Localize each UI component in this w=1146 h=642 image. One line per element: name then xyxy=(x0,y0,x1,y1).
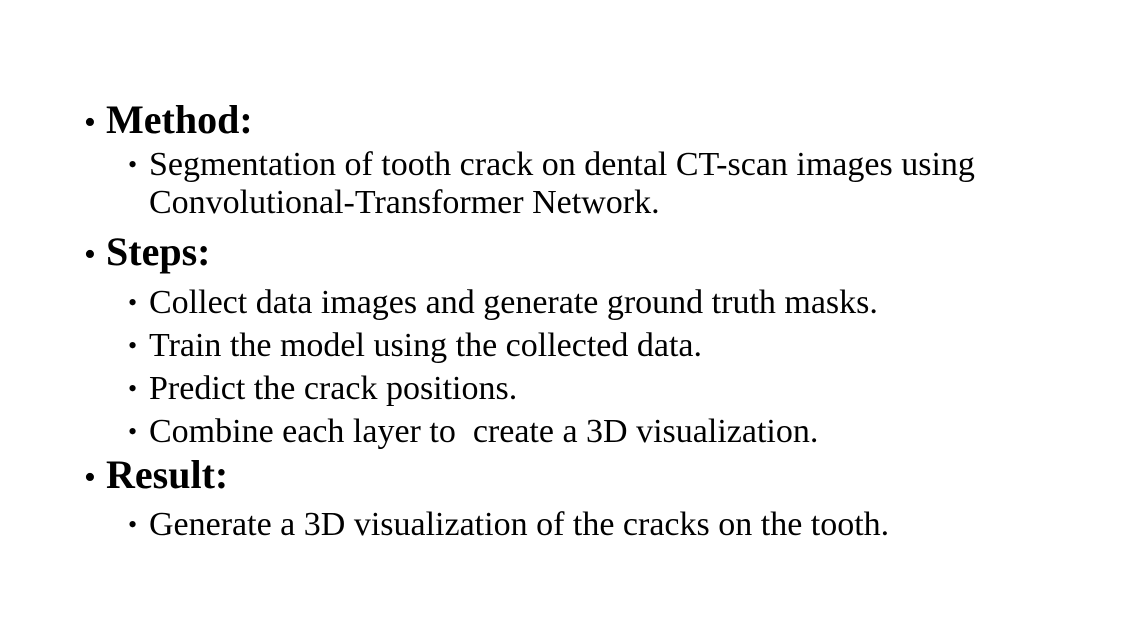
steps-heading: Steps: xyxy=(106,229,211,274)
method-heading: Method: xyxy=(106,97,253,142)
step-item-text: Predict the crack positions. xyxy=(149,370,518,407)
result-heading: Result: xyxy=(106,452,229,497)
section-method xyxy=(84,98,1084,222)
result-item-text: Generate a 3D visualization of the cracks on the tooth. xyxy=(149,506,890,543)
section-heading xyxy=(84,98,1084,145)
method-item-text: Segmentation of tooth crack on dental CT-scan images using Convolutional-Transformer Network. xyxy=(149,146,984,221)
bullet-icon: • xyxy=(128,374,138,403)
bullet-icon: • xyxy=(128,150,138,179)
bullet-icon: • xyxy=(128,510,138,539)
list-item xyxy=(128,284,1084,322)
section-heading xyxy=(84,230,1084,277)
list-item xyxy=(128,413,1084,451)
bullet-icon: • xyxy=(128,288,138,317)
list-item xyxy=(128,370,1084,408)
step-item-text: Collect data images and generate ground truth masks. xyxy=(149,284,878,321)
bullet-icon: • xyxy=(84,236,96,273)
list-item xyxy=(128,506,1084,544)
section-result xyxy=(84,453,1084,544)
section-steps xyxy=(84,230,1084,451)
bullet-icon: • xyxy=(84,459,96,496)
steps-list xyxy=(128,284,1084,451)
method-list xyxy=(128,146,1084,222)
list-item xyxy=(128,327,1084,365)
bullet-icon: • xyxy=(128,417,138,446)
bullet-icon: • xyxy=(84,104,96,141)
step-item-text: Train the model using the collected data. xyxy=(149,327,702,364)
step-item-text: Combine each layer to create a 3D visualization. xyxy=(149,413,819,450)
result-list xyxy=(128,506,1084,544)
list-item xyxy=(128,146,1084,222)
bullet-icon: • xyxy=(128,331,138,360)
section-heading xyxy=(84,453,1084,500)
